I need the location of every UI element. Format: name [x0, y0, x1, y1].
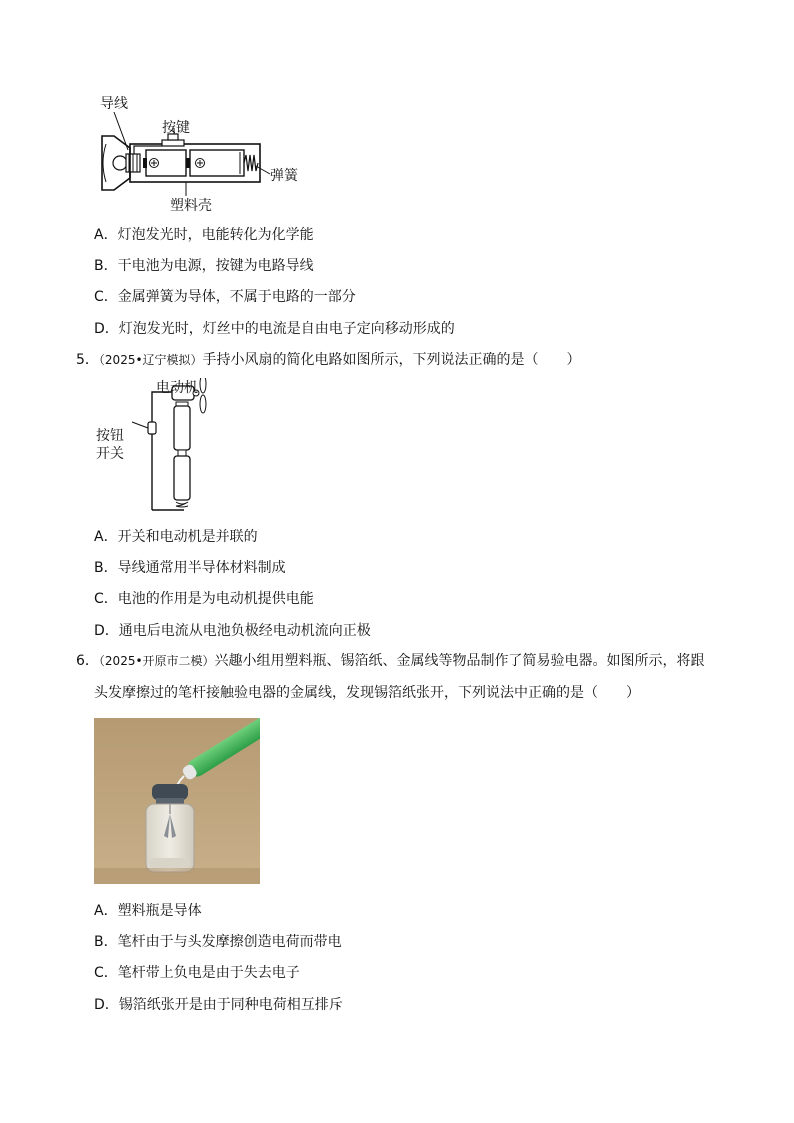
q4-option-c: C．金属弹簧为导体，不属于电路的一部分	[94, 289, 356, 305]
q5-option-a: A．开关和电动机是并联的	[94, 529, 258, 545]
q4-option-d: D．灯泡发光时，灯丝中的电流是自由电子定向移动形成的	[94, 321, 455, 337]
q5-option-b: B．导线通常用半导体材料制成	[94, 560, 286, 576]
q5-stem-text: 手持小风扇的简化电路如图所示，下列说法正确的是（ ）	[202, 352, 581, 368]
motor-label: 电动机	[156, 380, 198, 396]
q5-option-c: C．电池的作用是为电动机提供电能	[94, 591, 314, 607]
q6-source: （2025•开原市二模）	[98, 654, 215, 668]
q6-option-d: D．锡箔纸张开是由于同种电荷相互排斥	[94, 997, 343, 1013]
switch-label-line1: 按钮	[96, 428, 124, 444]
q6-stem-line1	[76, 652, 705, 670]
q6-option-b: B．笔杆由于与头发摩擦创造电荷而带电	[94, 934, 342, 950]
q5-source: （2025•辽宁模拟）	[98, 353, 203, 367]
flashlight-figure	[94, 94, 314, 216]
q6-option-c: C．笔杆带上负电是由于失去电子	[94, 965, 300, 981]
electroscope-photo	[94, 718, 260, 884]
shell-label: 塑料壳	[170, 198, 212, 214]
switch-label-line2: 开关	[96, 446, 124, 462]
q4-option-a: A．灯泡发光时，电能转化为化学能	[94, 227, 314, 243]
q6-stem-line2: 头发摩擦过的笔杆接触验电器的金属线，发现锡箔纸张开，下列说法中正确的是（ ）	[94, 685, 640, 701]
button-label: 按键	[162, 120, 190, 136]
q5-stem	[76, 351, 581, 369]
q6-stem-text-1: 兴趣小组用塑料瓶、锡箔纸、金属线等物品制作了简易验电器。如图所示，将跟	[214, 653, 705, 669]
q5-number: 5．	[76, 352, 99, 368]
fan-circuit-figure	[94, 378, 234, 518]
q4-option-b: B．干电池为电源，按键为电路导线	[94, 258, 314, 274]
wire-label: 导线	[100, 96, 128, 112]
q6-number: 6．	[76, 653, 99, 669]
q6-option-a: A．塑料瓶是导体	[94, 903, 202, 919]
q5-option-d: D．通电后电流从电池负极经电动机流向正极	[94, 623, 371, 639]
spring-label: 弹簧	[270, 168, 298, 184]
electroscope-image	[94, 718, 260, 884]
